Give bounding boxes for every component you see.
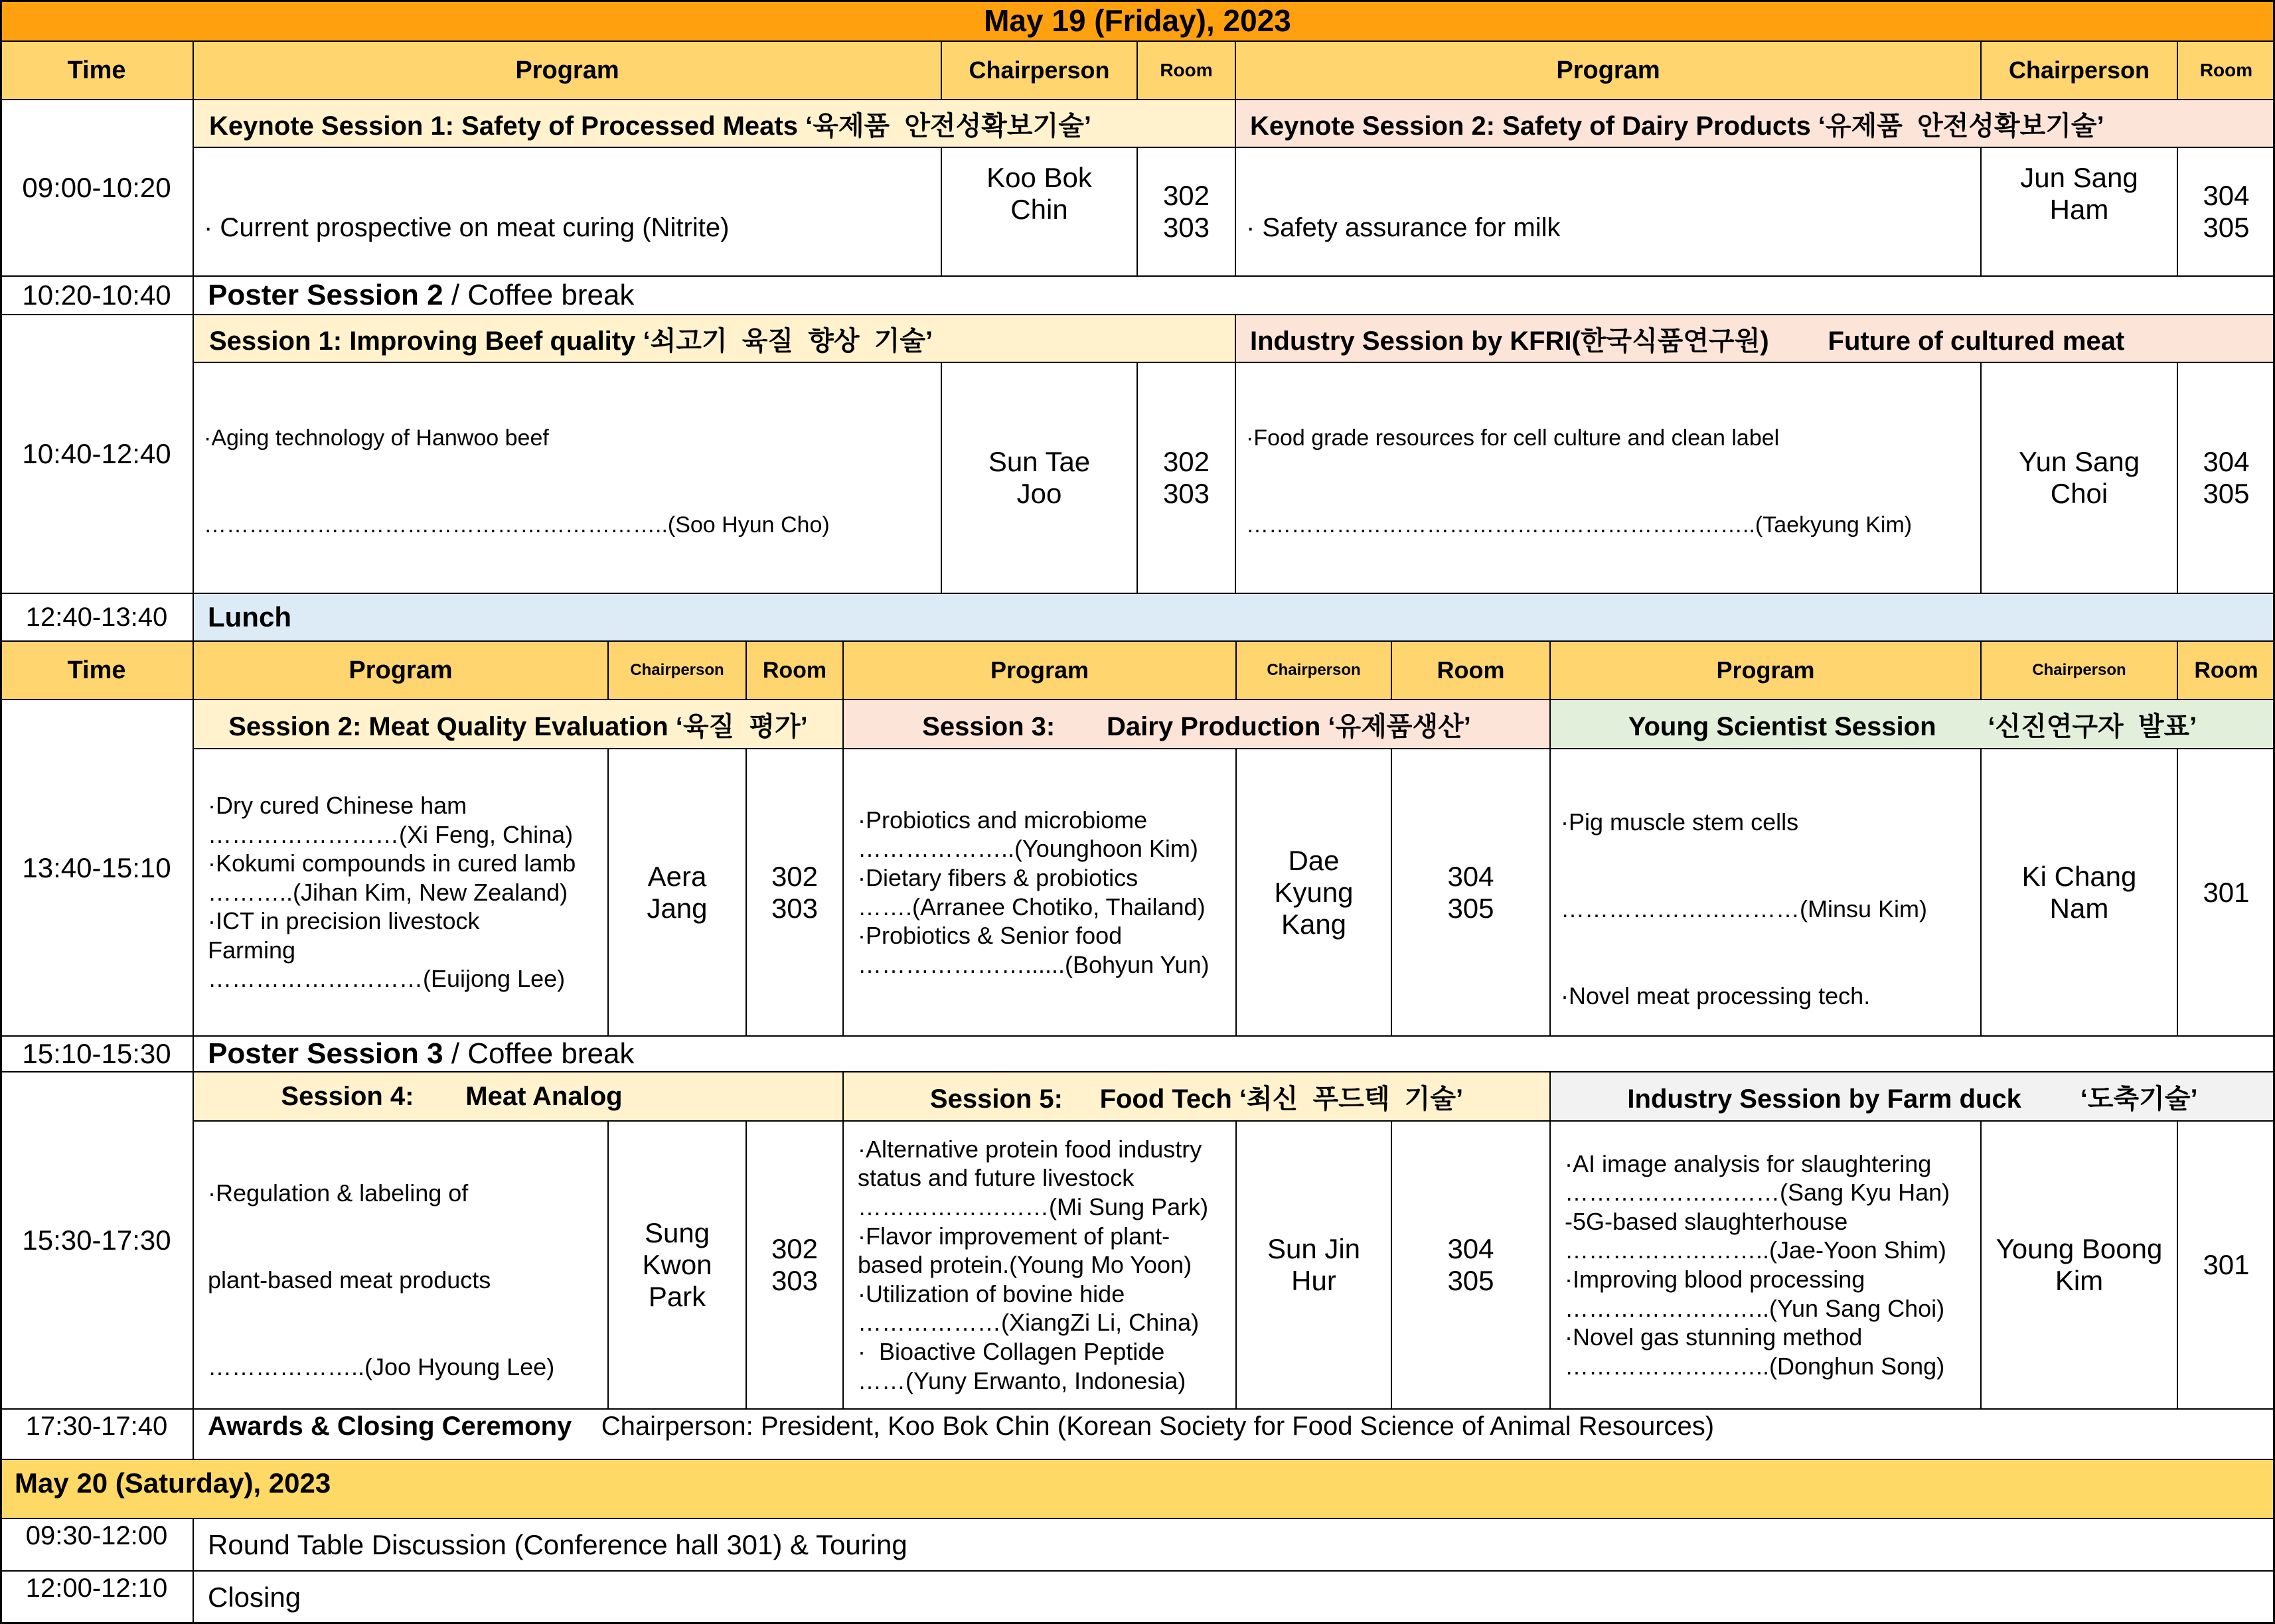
room-line: 302 [1162, 446, 1210, 477]
talk-line: ·ICT in precision livestock [208, 907, 480, 935]
poster-title: Poster Session 3 [208, 1037, 443, 1070]
industry-kfri-room [2177, 362, 2275, 593]
talk-line: ·Improving blood processing [1565, 1266, 1865, 1293]
session-3-room [1391, 749, 1550, 1036]
column-divider [1391, 641, 1392, 700]
row-divider [0, 640, 2275, 642]
row-divider [0, 1035, 2275, 1037]
column-divider [1235, 1121, 1237, 1409]
room-line: 304 [1447, 1233, 1494, 1264]
keynote-1-chair [941, 147, 1137, 276]
chair-line: Choi [2050, 478, 2108, 509]
column-divider [1980, 147, 1982, 276]
session-5-title: Session 5: Food Tech ‘최신 푸드텍 기술’ [843, 1072, 1550, 1121]
header-program-2: Program [1235, 41, 1981, 100]
header-room: Room [1137, 41, 1235, 100]
talk-line: ………..(Jihan Kim, New Zealand) [208, 878, 568, 906]
closing-ceremony [193, 1409, 2275, 1459]
header2-room-3: Room [2177, 641, 2275, 700]
chair-line: Sun Jin [1267, 1233, 1361, 1264]
chair-line: Nam [2049, 892, 2109, 924]
chair-line: Dae [1288, 844, 1340, 876]
talk-line: ……………………………………………………..(Soo Hyun Cho) [204, 512, 830, 538]
column-divider [1235, 749, 1237, 1036]
talk-line: …………………………………………………………..(Taekyung Kim) [1246, 512, 1913, 538]
session-2-title: Session 2: Meat Quality Evaluation ‘육질 평가’ [193, 700, 843, 749]
talk-line: -5G-based slaughterhouse [1565, 1207, 1848, 1235]
session-2-chair [608, 749, 746, 1036]
chair-line: Aera [647, 860, 707, 892]
column-divider [941, 147, 942, 276]
time-afternoon-2: 15:30-17:30 [22, 1224, 171, 1256]
session-1-talks [193, 362, 941, 593]
talk-line: · Safety assurance for milk [1246, 213, 1561, 242]
column-divider [607, 1121, 609, 1409]
industry-kfri-talks [1235, 362, 1981, 593]
talk-line: ………………………(Euijong Lee) [208, 965, 566, 993]
time-keynote: 09:00-10:20 [22, 172, 171, 203]
row-divider [0, 1459, 2275, 1460]
session-5-room [1391, 1121, 1550, 1409]
talk-line: ……(Yuny Erwanto, Indonesia) [858, 1366, 1186, 1394]
poster-session-3 [193, 1036, 2275, 1072]
chair-line: Hur [1291, 1265, 1336, 1296]
keynote-1-room [1137, 147, 1235, 276]
column-divider [2177, 641, 2178, 700]
column-divider [1235, 315, 1236, 593]
column-divider [2177, 1121, 2178, 1409]
chair-line: Chin [1010, 194, 1068, 225]
chair-line: Park [648, 1281, 706, 1312]
chair-line: Ki Chang [2021, 860, 2137, 892]
talk-line: ·Dietary fibers & probiotics [858, 863, 1138, 891]
time-closing: 12:00-12:10 [25, 1574, 168, 1603]
talk-line: ……………………(Mi Sung Park) [858, 1193, 1209, 1221]
keynote-2-room [2177, 147, 2275, 276]
room-line: 304 [1447, 860, 1494, 892]
table-border [0, 0, 2, 1624]
column-divider [1549, 1072, 1551, 1409]
column-divider [2177, 147, 2178, 276]
keynote-1-title: Keynote Session 1: Safety of Processed Meats ‘육제품 안전성확보기술’ [193, 100, 1235, 147]
industry-farmduck-title: Industry Session by Farm duck ‘도축기술’ [1550, 1072, 2275, 1121]
closing-note: Chairperson: President, Koo Bok Chin (Korean Society for Food Science of Animal Resources) [572, 1412, 1715, 1441]
time-round-table: 09:30-12:00 [25, 1521, 168, 1550]
room-line: 304 [2203, 180, 2250, 211]
talk-line: ·AI image analysis for slaughtering [1565, 1149, 1932, 1177]
talk-line: based protein.(Young Mo Yoon) [858, 1251, 1192, 1279]
column-divider [2177, 749, 2178, 1036]
column-divider [607, 641, 609, 700]
column-divider [1980, 362, 1982, 593]
chair-line: Sun Tae [988, 446, 1091, 477]
room-line: 303 [1162, 478, 1210, 509]
room-line: 302 [1162, 180, 1210, 211]
header-time: Time [0, 41, 193, 100]
talk-line: ·Novel gas stunning method [1565, 1323, 1863, 1351]
column-divider [2177, 362, 2178, 593]
talk-line: ……………………..(Donghun Song) [1565, 1352, 1945, 1380]
talk-line: status and future livestock [858, 1164, 1135, 1192]
row-divider [0, 314, 2275, 315]
chair-line: Jun Sang [2020, 162, 2138, 193]
industry-farmduck-chair [1981, 1121, 2177, 1409]
header2-room: Room [746, 641, 843, 700]
room-line: 305 [2203, 478, 2250, 509]
time-poster-3: 15:10-15:30 [22, 1038, 171, 1069]
talk-line: ·Novel meat processing tech. [1561, 982, 1871, 1009]
talk-line: ……………………..(Yun Sang Choi) [1565, 1294, 1945, 1322]
keynote-2-title: Keynote Session 2: Safety of Dairy Products ‘유제품 안전성확보기술’ [1235, 100, 2275, 147]
session-5-chair [1236, 1121, 1391, 1409]
talk-line: ………………………(Sang Kyu Han) [1565, 1179, 1950, 1207]
young-scientist-title: Young Scientist Session ‘신진연구자 발표’ [1550, 700, 2275, 749]
young-scientist-talks [1550, 749, 1981, 1036]
talk-line: …….(Arranee Chotiko, Thailand) [858, 893, 1206, 921]
poster-note: / Coffee break [443, 1037, 635, 1070]
keynote-2-chair [1981, 147, 2177, 276]
row-divider [0, 1518, 2275, 1519]
column-divider [745, 641, 747, 700]
lunch-label: Lunch [193, 593, 2275, 641]
talk-line: ·Aging technology of Hanwoo beef [204, 425, 549, 451]
session-3-chair [1236, 749, 1391, 1036]
talk-line: plant-based meat products [208, 1266, 491, 1293]
talk-line: · Current prospective on meat curing (Nitrite) [204, 213, 730, 242]
column-divider [1235, 641, 1237, 700]
column-divider [1391, 1121, 1392, 1409]
chair-line: Kang [1281, 908, 1347, 940]
chair-line: Koo Bok [986, 162, 1092, 193]
room-line: 303 [771, 1265, 819, 1296]
column-divider [193, 41, 194, 1459]
poster-note: / Coffee break [443, 279, 635, 311]
closing: Closing [208, 1582, 301, 1613]
column-divider [1391, 749, 1392, 1036]
header2-program-2: Program [843, 641, 1236, 700]
room-line: 305 [1447, 892, 1494, 924]
session-3-talks [843, 749, 1236, 1036]
talk-line: ·Alternative protein food industry [858, 1135, 1202, 1163]
time-afternoon-1: 13:40-15:10 [22, 851, 171, 883]
session-3-title: Session 3: Dairy Production ‘유제품생산’ [843, 700, 1550, 749]
time-poster-2: 10:20-10:40 [22, 279, 171, 311]
row-divider [193, 362, 2275, 363]
column-divider [607, 749, 609, 1036]
room-line: 305 [1447, 1265, 1494, 1296]
day1-title: May 19 (Friday), 2023 [0, 0, 2275, 41]
session-1-chair [941, 362, 1137, 593]
talk-line: ·Flavor improvement of plant- [858, 1222, 1170, 1250]
talk-line: ………………(XiangZi Li, China) [858, 1309, 1200, 1337]
room-line: 304 [2203, 446, 2250, 477]
talk-line: ……………………(Xi Feng, China) [208, 820, 574, 848]
session-1-room [1137, 362, 1235, 593]
chair-line: Joo [1016, 478, 1062, 509]
row-divider [0, 699, 2275, 700]
keynote-2-talks [1235, 147, 1981, 276]
time-closing-ceremony: 17:30-17:40 [25, 1412, 168, 1441]
talk-line: …………………......(Bohyun Yun) [858, 950, 1210, 978]
column-divider [941, 41, 942, 100]
header-room-2: Room [2177, 41, 2275, 100]
talk-line: …………………………(Minsu Kim) [1561, 895, 1928, 923]
row-divider [193, 1120, 2275, 1122]
industry-kfri-chair [1981, 362, 2177, 593]
column-divider [842, 1072, 844, 1409]
round-table: Round Table Discussion (Conference hall 301) & Touring [208, 1528, 907, 1560]
header2-program-3: Program [1550, 641, 1981, 700]
chair-line: Kyung [1274, 876, 1354, 908]
room-line: 303 [1162, 212, 1210, 243]
session-1-title: Session 1: Improving Beef quality ‘쇠고기 육질 향상 기술’ [193, 315, 1235, 362]
talk-line: ………………..(Joo Hyoung Lee) [208, 1353, 555, 1380]
room-line: 303 [771, 892, 819, 924]
keynote-1-talks [193, 147, 941, 276]
poster-title: Poster Session 2 [208, 279, 443, 311]
column-divider [1137, 147, 1138, 276]
header2-program: Program [193, 641, 608, 700]
header2-chairperson-2: Chairperson [1236, 641, 1391, 700]
column-divider [1235, 41, 1236, 276]
session-2-room [746, 749, 843, 1036]
chair-line: Kwon [642, 1249, 712, 1280]
room-line: 305 [2203, 212, 2250, 243]
column-divider [1980, 1121, 1982, 1409]
closing-title: Awards & Closing Ceremony [208, 1412, 572, 1441]
session-2-talks [193, 749, 608, 1036]
header-chairperson-2: Chairperson [1981, 41, 2177, 100]
row-divider [193, 147, 2275, 148]
room-line: 302 [771, 860, 819, 892]
talk-line: ·Regulation & labeling of [208, 1179, 469, 1207]
column-divider [1137, 41, 1138, 100]
session-5-talks [843, 1121, 1236, 1409]
header-chairperson: Chairperson [941, 41, 1137, 100]
talk-line: Farming [208, 936, 296, 964]
column-divider [842, 641, 844, 1036]
column-divider [1980, 41, 1982, 100]
talk-line: · Bioactive Collagen Peptide [858, 1337, 1165, 1365]
industry-kfri-title: Industry Session by KFRI(한국식품연구원) Future of cultured meat [1235, 315, 2275, 362]
column-divider [1549, 641, 1551, 1036]
session-4-room [746, 1121, 843, 1409]
header2-chairperson-3: Chairperson [1981, 641, 2177, 700]
talk-line: ·Dry cured Chinese ham [208, 791, 467, 819]
row-divider [193, 748, 2275, 749]
talk-line: ………………..(Younghoon Kim) [858, 835, 1198, 863]
talk-line: ·Kokumi compounds in cured lamb [208, 849, 576, 877]
talk-line: ·Pig muscle stem cells [1561, 808, 1799, 836]
session-4-talks [193, 1121, 608, 1409]
column-divider [2177, 41, 2178, 100]
column-divider [745, 1121, 747, 1409]
header2-chairperson: Chairperson [608, 641, 746, 700]
column-divider [1980, 641, 1982, 700]
talk-line: ·Probiotics & Senior food [858, 922, 1123, 950]
session-4-title: Session 4: Meat Analog [193, 1072, 843, 1121]
young-scientist-chair [1981, 749, 2177, 1036]
industry-farmduck-room: 301 [2203, 1249, 2250, 1280]
chair-line: Yun Sang [2018, 446, 2140, 477]
industry-farmduck-talks [1550, 1121, 1981, 1409]
header-program: Program [193, 41, 941, 100]
chair-line: Ham [2049, 194, 2109, 225]
column-divider [941, 362, 942, 593]
time-lunch: 12:40-13:40 [25, 602, 168, 632]
chair-line: Young Boong [1996, 1233, 2163, 1264]
row-divider [0, 1071, 2275, 1072]
chair-line: Sung [644, 1217, 710, 1248]
talk-line: ·Utilization of bovine hide [858, 1280, 1125, 1307]
room-line: 302 [771, 1233, 819, 1264]
young-scientist-room: 301 [2203, 876, 2250, 908]
day2-title: May 20 (Saturday), 2023 [0, 1459, 2275, 1518]
row-divider [0, 1570, 2275, 1572]
column-divider [193, 1518, 194, 1624]
chair-line: Jang [647, 892, 708, 924]
column-divider [745, 749, 747, 1036]
session-4-chair [608, 1121, 746, 1409]
time-session-1: 10:40-12:40 [22, 438, 171, 469]
row-divider [0, 1408, 2275, 1410]
chair-line: Kim [2055, 1265, 2104, 1296]
talk-line: ·Food grade resources for cell culture and clean label [1246, 425, 1780, 451]
header2-room-2: Room [1391, 641, 1550, 700]
talk-line: ……………………..(Jae-Yoon Shim) [1565, 1236, 1946, 1264]
talk-line: ·Probiotics and microbiome [858, 806, 1148, 834]
column-divider [1980, 749, 1982, 1036]
column-divider [1137, 362, 1138, 593]
poster-session-2 [193, 276, 2275, 315]
header2-time: Time [0, 641, 193, 700]
table-border [0, 0, 2275, 2]
